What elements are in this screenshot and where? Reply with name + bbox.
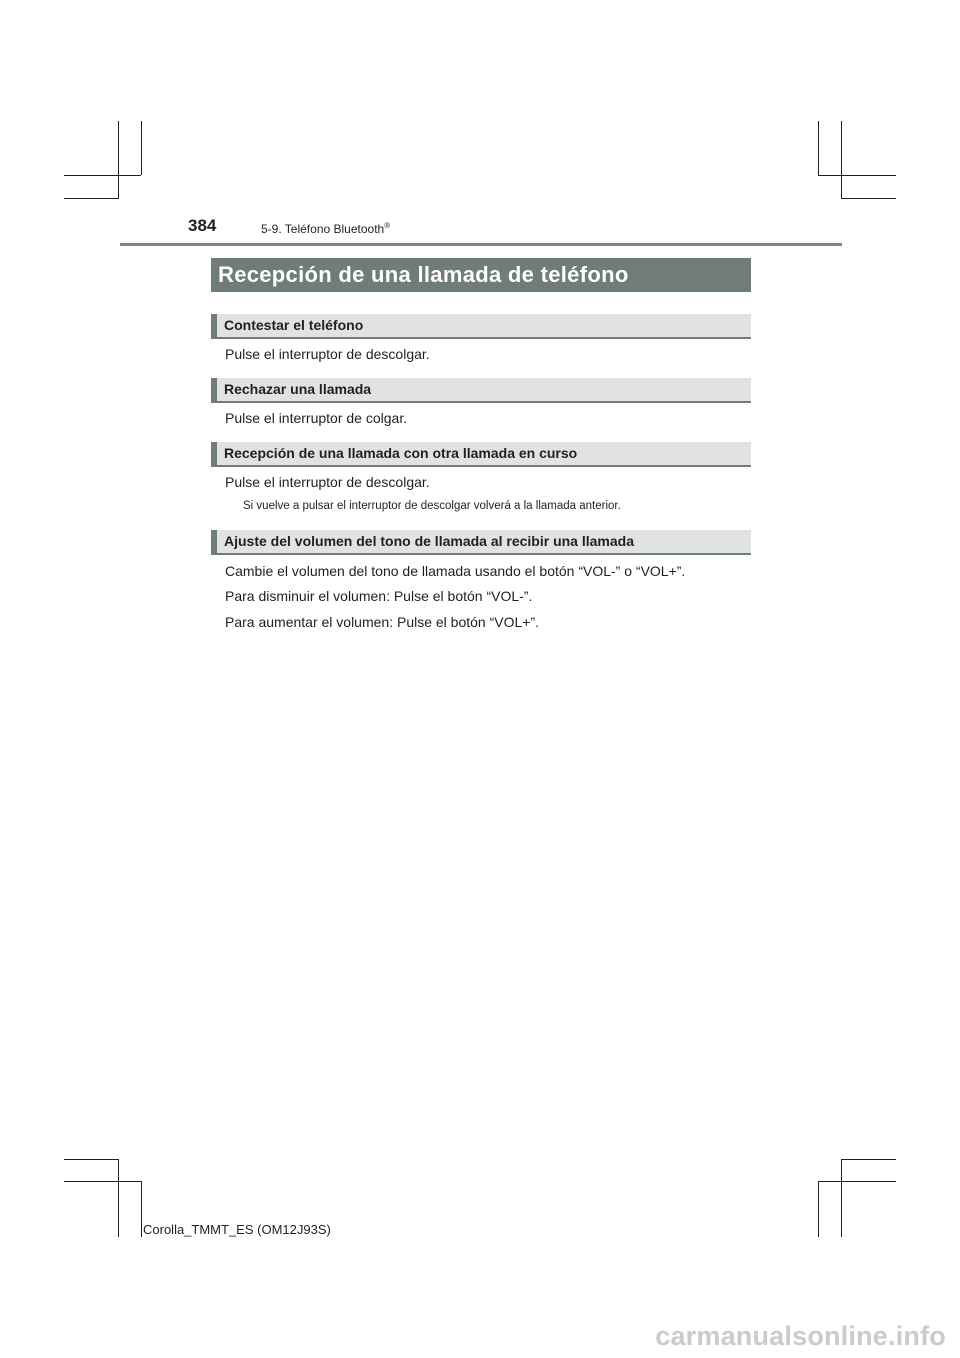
crop-mark [818,121,819,175]
crop-mark [841,121,842,199]
note: Si vuelve a pulsar el interruptor de descolgar volverá a la llamada anterior. [243,500,621,512]
paragraph: Para aumentar el volumen: Pulse el botón “VOL+”. [225,614,540,630]
header-rule [120,243,842,246]
crop-mark [118,121,119,199]
crop-mark [118,1159,119,1237]
crop-mark [64,198,118,199]
subheading-reject-call: Rechazar una llamada [211,378,751,403]
paragraph: Cambie el volumen del tono de llamada usando el botón “VOL-” o “VOL+”. [225,563,686,579]
crop-mark [818,1181,896,1182]
page-title: Recepción de una llamada de teléfono [211,258,751,292]
subheading-ring-volume: Ajuste del volumen del tono de llamada al recibir una llamada [211,530,751,555]
crop-mark [141,1181,142,1237]
crop-mark [64,175,141,176]
page-number: 384 [188,216,217,235]
crop-mark [818,175,896,176]
subheading-call-waiting: Recepción de una llamada con otra llamada en curso [211,442,751,467]
crop-mark [818,1181,819,1237]
crop-mark [141,121,142,175]
crop-mark [64,1181,141,1182]
paragraph: Pulse el interruptor de colgar. [225,410,408,426]
paragraph: Pulse el interruptor de descolgar. [225,346,430,362]
footer-doc-id: Corolla_TMMT_ES (OM12J93S) [143,1222,331,1237]
registered-mark: ® [384,221,391,230]
paragraph: Pulse el interruptor de descolgar. [225,474,430,490]
watermark: carmanualsonline.info [655,1321,946,1351]
crop-mark [64,1159,118,1160]
section-heading-text: 5-9. Teléfono Bluetooth [261,222,385,236]
section-heading [261,221,390,236]
paragraph: Para disminuir el volumen: Pulse el botón “VOL-”. [225,588,533,604]
crop-mark [841,1159,896,1160]
crop-mark [841,198,896,199]
crop-mark [841,1159,842,1237]
subheading-answer-call: Contestar el teléfono [211,314,751,339]
